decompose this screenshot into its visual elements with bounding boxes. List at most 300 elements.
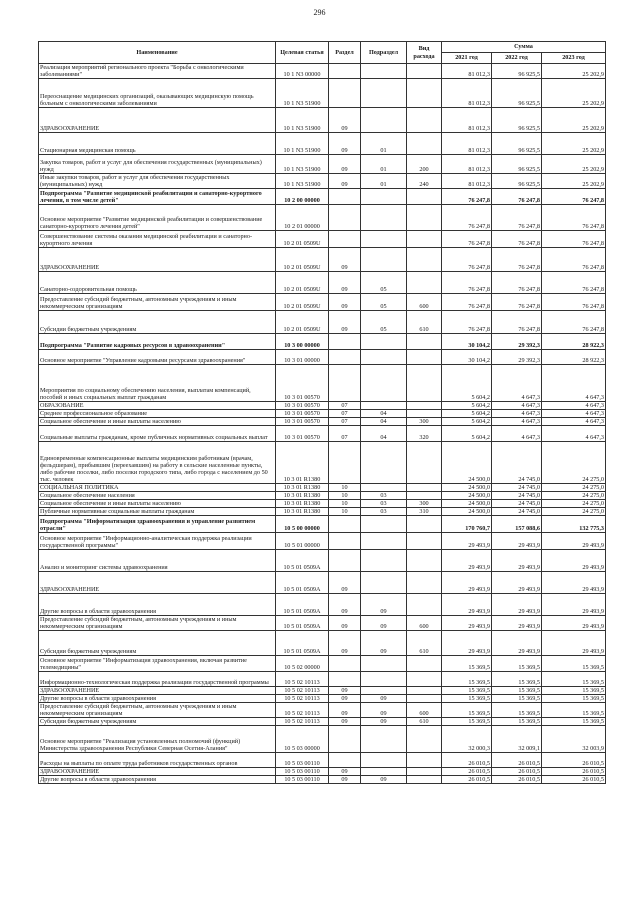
row-subsection: 09 [361, 594, 407, 616]
table-row [39, 231, 606, 248]
row-section: 09 [329, 155, 361, 174]
row-code: 10 3 01 R1380 [276, 508, 329, 516]
table-row [39, 133, 606, 155]
row-sum-2023: 15 369,5 [542, 672, 606, 687]
row-sum-2022: 4 647,3 [492, 402, 542, 410]
row-sum-2022: 29 493,9 [492, 616, 542, 631]
row-section [329, 753, 361, 768]
row-sum-2021: 29 493,9 [442, 616, 492, 631]
row-sum-2023: 76 247,8 [542, 294, 606, 311]
row-kind: 600 [407, 616, 442, 631]
row-name: Расходы на выплаты по оплате труда работников государственных органов [39, 753, 276, 768]
row-sum-2022: 96 925,5 [492, 64, 542, 79]
row-sum-2023: 26 010,5 [542, 753, 606, 768]
row-subsection: 03 [361, 492, 407, 500]
row-sum-2023: 25 202,9 [542, 174, 606, 189]
header-sum: Сумма [442, 42, 606, 53]
row-sum-2021: 5 604,2 [442, 410, 492, 418]
row-sum-2023: 29 493,9 [542, 572, 606, 594]
row-sum-2021: 76 247,8 [442, 294, 492, 311]
row-sum-2022: 26 010,5 [492, 776, 542, 784]
row-sum-2023: 24 275,0 [542, 442, 606, 484]
table-row [39, 311, 606, 334]
row-sum-2023: 15 369,5 [542, 703, 606, 718]
row-kind: 600 [407, 703, 442, 718]
table-row [39, 365, 606, 402]
row-subsection: 05 [361, 311, 407, 334]
row-sum-2022: 15 369,5 [492, 718, 542, 726]
row-section: 09 [329, 594, 361, 616]
row-sum-2021: 26 010,5 [442, 753, 492, 768]
row-name: Основное мероприятие "Информационно-аналитическая поддержка реализации государственной программы" [39, 533, 276, 550]
row-kind [407, 79, 442, 108]
row-sum-2023: 76 247,8 [542, 189, 606, 205]
row-name: Предоставление субсидий бюджетным, автономным учреждениям и иным некоммерческим организациям [39, 294, 276, 311]
row-code: 10 5 01 00000 [276, 533, 329, 550]
row-name: Подпрограмма "Развитие кадровых ресурсов в здравоохранении" [39, 334, 276, 350]
row-subsection [361, 753, 407, 768]
row-code: 10 3 01 R1380 [276, 500, 329, 508]
row-sum-2021: 81 012,3 [442, 64, 492, 79]
row-code: 10 5 03 00110 [276, 768, 329, 776]
row-code: 10 3 01 R1380 [276, 492, 329, 500]
row-subsection: 04 [361, 426, 407, 442]
row-name: Основное мероприятие "Информатизация здравоохранения, включая развитие телемедицины" [39, 656, 276, 672]
row-code: 10 5 01 0509A [276, 550, 329, 572]
table-row [39, 508, 606, 516]
row-sum-2021: 15 369,5 [442, 656, 492, 672]
row-sum-2021: 5 604,2 [442, 426, 492, 442]
row-section [329, 442, 361, 484]
row-code: 10 3 01 00000 [276, 350, 329, 365]
row-kind [407, 656, 442, 672]
table-row [39, 248, 606, 272]
row-subsection [361, 687, 407, 695]
row-sum-2022: 29 493,9 [492, 572, 542, 594]
row-code: 10 2 01 0509U [276, 294, 329, 311]
header-2022: 2022 год [492, 53, 542, 64]
row-subsection: 09 [361, 695, 407, 703]
row-section: 09 [329, 695, 361, 703]
row-subsection [361, 672, 407, 687]
header-2023: 2023 год [542, 53, 606, 64]
row-subsection: 09 [361, 703, 407, 718]
row-sum-2022: 76 247,8 [492, 205, 542, 231]
row-kind [407, 248, 442, 272]
row-subsection: 04 [361, 410, 407, 418]
table-row [39, 205, 606, 231]
row-subsection [361, 365, 407, 402]
row-sum-2022: 26 010,5 [492, 753, 542, 768]
row-kind [407, 768, 442, 776]
table-row [39, 695, 606, 703]
row-sum-2021: 81 012,3 [442, 133, 492, 155]
row-sum-2021: 76 247,8 [442, 248, 492, 272]
row-subsection [361, 484, 407, 492]
table-row [39, 768, 606, 776]
row-sum-2023: 76 247,8 [542, 272, 606, 294]
row-name: Социальное обеспечение населения [39, 492, 276, 500]
row-sum-2022: 4 647,3 [492, 426, 542, 442]
row-sum-2022: 76 247,8 [492, 272, 542, 294]
row-section [329, 64, 361, 79]
row-code: 10 5 02 10113 [276, 687, 329, 695]
row-section [329, 516, 361, 533]
table-row [39, 350, 606, 365]
row-code: 10 2 01 0509U [276, 311, 329, 334]
row-sum-2021: 76 247,8 [442, 311, 492, 334]
row-sum-2021: 76 247,8 [442, 189, 492, 205]
row-sum-2023: 29 493,9 [542, 533, 606, 550]
page-number: 296 [313, 8, 326, 17]
row-sum-2023: 24 275,0 [542, 492, 606, 500]
row-sum-2023: 26 010,5 [542, 768, 606, 776]
row-name: Другие вопросы в области здравоохранения [39, 594, 276, 616]
row-sum-2023: 29 493,9 [542, 594, 606, 616]
row-code: 10 3 01 00570 [276, 365, 329, 402]
table-row [39, 294, 606, 311]
row-sum-2023: 76 247,8 [542, 311, 606, 334]
row-sum-2023: 4 647,3 [542, 402, 606, 410]
row-sum-2023: 24 275,0 [542, 484, 606, 492]
table-row [39, 533, 606, 550]
row-code: 10 5 02 10113 [276, 672, 329, 687]
table-row [39, 272, 606, 294]
row-kind [407, 550, 442, 572]
row-code: 10 3 01 00570 [276, 426, 329, 442]
row-name: Основное мероприятие "Реализация установленных полномочий (функций) Министерства здравоохранения Республики Северная Осетия-Алания" [39, 726, 276, 753]
row-sum-2023: 25 202,9 [542, 133, 606, 155]
row-sum-2022: 29 493,9 [492, 631, 542, 656]
row-name: Информационно-технологическая поддержка реализации государственной программы [39, 672, 276, 687]
table-row [39, 672, 606, 687]
row-code: 10 2 01 0509U [276, 231, 329, 248]
row-sum-2021: 15 369,5 [442, 687, 492, 695]
row-section [329, 672, 361, 687]
row-name: Подпрограмма "Информатизация здравоохранения и управление развитием отрасли" [39, 516, 276, 533]
row-code: 10 3 01 00570 [276, 410, 329, 418]
row-section: 09 [329, 248, 361, 272]
row-section: 09 [329, 631, 361, 656]
table-row [39, 426, 606, 442]
table-row [39, 155, 606, 174]
row-code: 10 5 01 0509A [276, 616, 329, 631]
table-row [39, 484, 606, 492]
row-code: 10 5 03 00110 [276, 776, 329, 784]
row-sum-2023: 15 369,5 [542, 695, 606, 703]
table-row [39, 442, 606, 484]
row-subsection [361, 656, 407, 672]
row-name: Основное мероприятие "Развитие медицинской реабилитации и совершенствование санаторно-курортного лечения детей" [39, 205, 276, 231]
row-sum-2023: 4 647,3 [542, 410, 606, 418]
row-sum-2023: 76 247,8 [542, 248, 606, 272]
row-sum-2021: 29 493,9 [442, 594, 492, 616]
row-sum-2022: 15 369,5 [492, 672, 542, 687]
row-section: 07 [329, 410, 361, 418]
row-section: 09 [329, 718, 361, 726]
row-kind [407, 410, 442, 418]
table-row [39, 492, 606, 500]
row-subsection [361, 79, 407, 108]
row-sum-2022: 29 392,3 [492, 350, 542, 365]
row-section: 09 [329, 687, 361, 695]
row-subsection [361, 572, 407, 594]
row-kind [407, 492, 442, 500]
row-sum-2022: 29 493,9 [492, 594, 542, 616]
row-name: Социальное обеспечение и иные выплаты населению [39, 500, 276, 508]
row-sum-2022: 96 925,5 [492, 174, 542, 189]
table-row [39, 108, 606, 133]
row-sum-2022: 96 925,5 [492, 79, 542, 108]
row-sum-2022: 96 925,5 [492, 108, 542, 133]
row-code: 10 1 N3 51900 [276, 133, 329, 155]
row-subsection: 05 [361, 294, 407, 311]
row-sum-2023: 29 493,9 [542, 616, 606, 631]
row-subsection: 09 [361, 776, 407, 784]
row-section [329, 365, 361, 402]
row-sum-2023: 25 202,9 [542, 64, 606, 79]
row-name: Субсидии бюджетным учреждениям [39, 631, 276, 656]
row-kind: 610 [407, 631, 442, 656]
row-code: 10 5 02 10113 [276, 695, 329, 703]
row-subsection [361, 205, 407, 231]
row-name: ЗДРАВООХРАНЕНИЕ [39, 572, 276, 594]
row-code: 10 3 01 00570 [276, 418, 329, 426]
row-sum-2023: 29 493,9 [542, 550, 606, 572]
row-sum-2023: 4 647,3 [542, 418, 606, 426]
row-code: 10 5 03 00110 [276, 753, 329, 768]
row-section: 10 [329, 484, 361, 492]
row-kind: 320 [407, 426, 442, 442]
table-row [39, 656, 606, 672]
row-subsection [361, 550, 407, 572]
row-code: 10 2 00 00000 [276, 189, 329, 205]
table-row [39, 410, 606, 418]
row-sum-2021: 24 500,0 [442, 442, 492, 484]
row-code: 10 5 00 00000 [276, 516, 329, 533]
row-section [329, 726, 361, 753]
row-section: 09 [329, 174, 361, 189]
row-section: 09 [329, 572, 361, 594]
table-row [39, 174, 606, 189]
header-section: Раздел [329, 42, 361, 64]
table-row [39, 753, 606, 768]
row-sum-2021: 30 104,2 [442, 334, 492, 350]
row-name: Совершенствование системы оказания медицинской реабилитации и санаторно-курортного лечения [39, 231, 276, 248]
row-sum-2021: 81 012,3 [442, 174, 492, 189]
row-section: 09 [329, 294, 361, 311]
table-row [39, 687, 606, 695]
row-sum-2022: 32 009,1 [492, 726, 542, 753]
row-name: Подпрограмма "Развитие медицинской реабилитации и санаторно-курортного лечения, в том числе детей" [39, 189, 276, 205]
row-code: 10 5 03 00000 [276, 726, 329, 753]
row-code: 10 5 01 0509A [276, 631, 329, 656]
row-sum-2021: 15 369,5 [442, 718, 492, 726]
row-code: 10 1 N3 51900 [276, 79, 329, 108]
table-row [39, 572, 606, 594]
row-section: 09 [329, 133, 361, 155]
row-section [329, 334, 361, 350]
row-section: 09 [329, 311, 361, 334]
row-kind: 310 [407, 508, 442, 516]
header-2021: 2021 год [442, 53, 492, 64]
row-sum-2021: 29 493,9 [442, 631, 492, 656]
row-sum-2023: 15 369,5 [542, 687, 606, 695]
budget-table [38, 41, 606, 784]
row-kind [407, 776, 442, 784]
row-sum-2021: 76 247,8 [442, 231, 492, 248]
table-row [39, 402, 606, 410]
row-code: 10 1 N3 51900 [276, 108, 329, 133]
row-sum-2023: 15 369,5 [542, 656, 606, 672]
row-name: Субсидии бюджетным учреждениям [39, 311, 276, 334]
row-sum-2021: 15 369,5 [442, 695, 492, 703]
row-name: Основное мероприятие "Управление кадровыми ресурсами здравоохранения" [39, 350, 276, 365]
row-kind [407, 64, 442, 79]
row-name: Мероприятия по социальному обеспечению населения, выплатам компенсаций, пособий и иных социальных выплат гражданам [39, 365, 276, 402]
row-sum-2022: 96 925,5 [492, 155, 542, 174]
row-code: 10 5 02 10113 [276, 703, 329, 718]
row-subsection: 03 [361, 508, 407, 516]
row-subsection: 09 [361, 616, 407, 631]
row-subsection: 04 [361, 418, 407, 426]
row-section [329, 350, 361, 365]
row-kind [407, 272, 442, 294]
row-section [329, 533, 361, 550]
row-subsection: 01 [361, 133, 407, 155]
row-name: Предоставление субсидий бюджетным, автономным учреждениям и иным некоммерческим организациям [39, 703, 276, 718]
row-kind [407, 442, 442, 484]
row-sum-2021: 15 369,5 [442, 672, 492, 687]
row-sum-2023: 25 202,9 [542, 155, 606, 174]
row-subsection [361, 248, 407, 272]
row-kind [407, 672, 442, 687]
row-sum-2022: 96 925,5 [492, 133, 542, 155]
row-section [329, 189, 361, 205]
row-kind: 610 [407, 311, 442, 334]
row-section: 10 [329, 492, 361, 500]
row-sum-2023: 76 247,8 [542, 205, 606, 231]
row-kind [407, 753, 442, 768]
row-name: Предоставление субсидий бюджетным, автономным учреждениям и иным некоммерческим организациям [39, 616, 276, 631]
table-row [39, 550, 606, 572]
row-sum-2023: 132 775,3 [542, 516, 606, 533]
row-sum-2023: 26 010,5 [542, 776, 606, 784]
row-sum-2021: 26 010,5 [442, 776, 492, 784]
row-sum-2021: 81 012,3 [442, 108, 492, 133]
row-subsection [361, 402, 407, 410]
table-row [39, 500, 606, 508]
row-subsection: 01 [361, 155, 407, 174]
row-code: 10 3 01 R1380 [276, 484, 329, 492]
row-sum-2022: 15 369,5 [492, 703, 542, 718]
table-row [39, 516, 606, 533]
row-sum-2021: 5 604,2 [442, 365, 492, 402]
row-name: Анализ и мониторинг системы здравоохранения [39, 550, 276, 572]
row-kind [407, 695, 442, 703]
row-kind [407, 726, 442, 753]
row-sum-2022: 4 647,3 [492, 365, 542, 402]
row-sum-2023: 29 493,9 [542, 631, 606, 656]
row-subsection: 03 [361, 500, 407, 508]
row-sum-2021: 24 500,0 [442, 492, 492, 500]
row-sum-2021: 29 493,9 [442, 572, 492, 594]
row-sum-2021: 29 493,9 [442, 550, 492, 572]
row-sum-2023: 76 247,8 [542, 231, 606, 248]
row-subsection [361, 350, 407, 365]
row-sum-2022: 29 392,3 [492, 334, 542, 350]
row-sum-2022: 4 647,3 [492, 418, 542, 426]
row-code: 10 5 01 0509A [276, 594, 329, 616]
row-name: Другие вопросы в области здравоохранения [39, 695, 276, 703]
row-sum-2021: 24 500,0 [442, 484, 492, 492]
table-row [39, 189, 606, 205]
row-sum-2023: 25 202,9 [542, 79, 606, 108]
row-sum-2022: 29 493,9 [492, 550, 542, 572]
table-row [39, 334, 606, 350]
row-section [329, 656, 361, 672]
row-sum-2023: 15 369,5 [542, 718, 606, 726]
row-kind [407, 205, 442, 231]
row-name: ЗДРАВООХРАНЕНИЕ [39, 687, 276, 695]
row-code: 10 2 01 0509U [276, 248, 329, 272]
row-sum-2021: 29 493,9 [442, 533, 492, 550]
row-kind [407, 516, 442, 533]
row-subsection [361, 516, 407, 533]
row-section: 09 [329, 776, 361, 784]
row-subsection [361, 768, 407, 776]
row-name: ЗДРАВООХРАНЕНИЕ [39, 248, 276, 272]
table-row [39, 594, 606, 616]
row-subsection [361, 334, 407, 350]
row-code: 10 3 01 R1380 [276, 442, 329, 484]
table-header [39, 42, 606, 64]
row-sum-2023: 28 922,3 [542, 334, 606, 350]
row-subsection: 01 [361, 174, 407, 189]
row-kind [407, 108, 442, 133]
row-sum-2022: 76 247,8 [492, 294, 542, 311]
row-sum-2021: 170 760,7 [442, 516, 492, 533]
row-sum-2021: 30 104,2 [442, 350, 492, 365]
row-section [329, 79, 361, 108]
row-sum-2023: 24 275,0 [542, 500, 606, 508]
row-name: Иные закупки товаров, работ и услуг для обеспечения государственных (муниципальных) нужд [39, 174, 276, 189]
row-section: 09 [329, 768, 361, 776]
row-subsection [361, 108, 407, 133]
row-section: 09 [329, 616, 361, 631]
row-sum-2022: 76 247,8 [492, 311, 542, 334]
row-sum-2023: 4 647,3 [542, 365, 606, 402]
row-section: 07 [329, 426, 361, 442]
row-kind [407, 189, 442, 205]
row-name: Публичные нормативные социальные выплаты гражданам [39, 508, 276, 516]
table-row [39, 718, 606, 726]
row-sum-2021: 5 604,2 [442, 418, 492, 426]
table-row [39, 631, 606, 656]
row-sum-2023: 32 003,9 [542, 726, 606, 753]
row-sum-2021: 24 500,0 [442, 508, 492, 516]
row-kind [407, 402, 442, 410]
row-sum-2021: 5 604,2 [442, 402, 492, 410]
row-name: Единовременные компенсационные выплаты медицинским работникам (врачам, фельдшерам), прибывшим (переехавшим) на работу в сельские населенные пункты, либо рабочие поселки, либо поселки городского типа, либо города с населением до 50 тыс. человек [39, 442, 276, 484]
row-sum-2022: 76 247,8 [492, 248, 542, 272]
row-name: ОБРАЗОВАНИЕ [39, 402, 276, 410]
row-name: Закупка товаров, работ и услуг для обеспечения государственных (муниципальных) нужд [39, 155, 276, 174]
row-sum-2022: 24 745,0 [492, 484, 542, 492]
row-kind [407, 533, 442, 550]
row-sum-2022: 15 369,5 [492, 695, 542, 703]
row-sum-2021: 32 000,3 [442, 726, 492, 753]
